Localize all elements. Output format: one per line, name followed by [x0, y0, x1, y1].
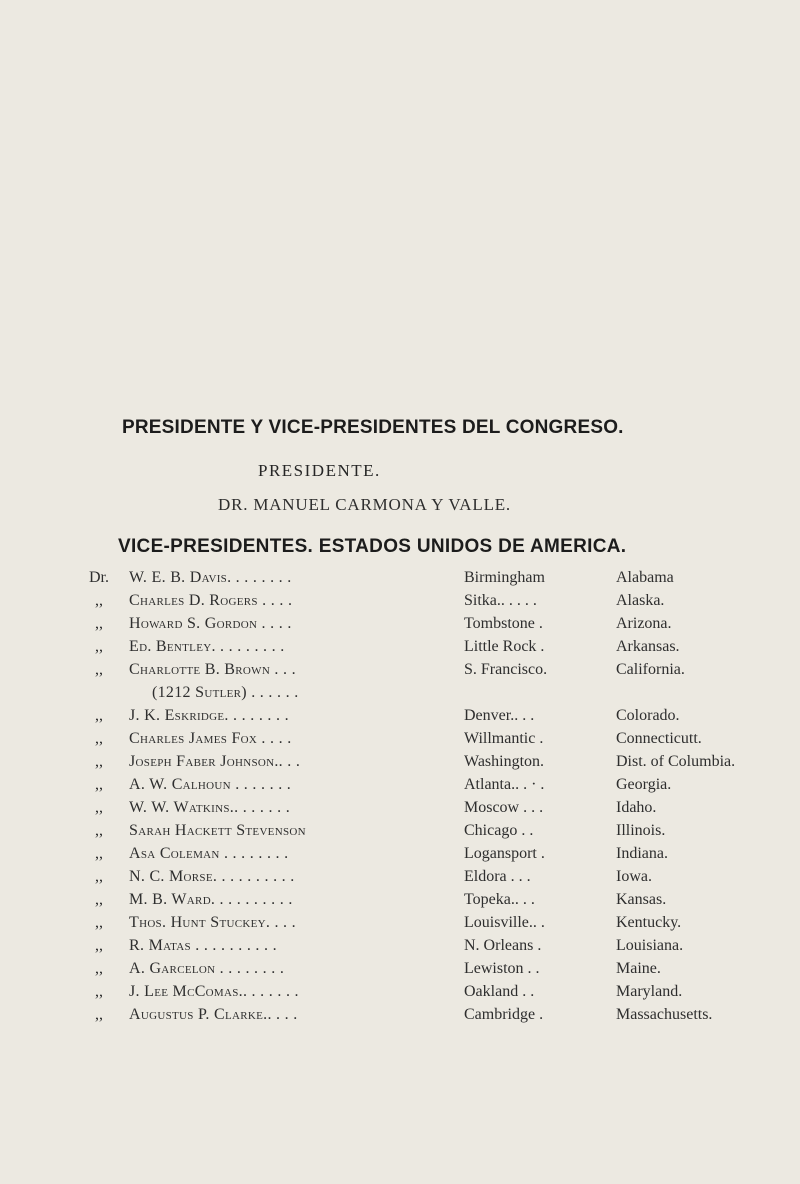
state: Arizona. [616, 615, 672, 632]
list-item [0, 589, 800, 612]
state: Kentucky. [616, 914, 682, 931]
city: S. Francisco. [464, 661, 548, 678]
page-title: PRESIDENTE Y VICE-PRESIDENTES DEL CONGRESO. [122, 417, 624, 438]
state: Connecticutt. [616, 730, 702, 747]
person-name: R. Matas . . . . . . . . . . [129, 937, 277, 954]
row-prefix: ,, [95, 960, 103, 977]
city: Chicago . . [464, 822, 534, 839]
vice-presidents-header: VICE-PRESIDENTES. ESTADOS UNIDOS DE AMERICA. [118, 536, 627, 557]
person-name: N. C. Morse. . . . . . . . . . [129, 868, 295, 885]
person-name: Asa Coleman . . . . . . . . [129, 845, 289, 862]
state: Alaska. [616, 592, 665, 609]
state: Indiana. [616, 845, 668, 862]
state: Alabama [616, 569, 674, 586]
list-item [0, 681, 800, 704]
row-prefix: ,, [95, 730, 103, 747]
row-prefix: ,, [95, 753, 103, 770]
state: Iowa. [616, 868, 652, 885]
person-name: W. W. Watkins.. . . . . . . [129, 799, 291, 816]
list-item [0, 934, 800, 957]
list-item [0, 566, 800, 589]
person-name: J. Lee McComas.. . . . . . . [129, 983, 299, 1000]
list-item [0, 980, 800, 1003]
list-item [0, 796, 800, 819]
city: Eldora . . . [464, 868, 531, 885]
city: Washington. [464, 753, 545, 770]
list-item [0, 911, 800, 934]
city: Moscow . . . [464, 799, 544, 816]
state: Louisiana. [616, 937, 684, 954]
row-prefix: ,, [95, 845, 103, 862]
list-item [0, 635, 800, 658]
city: Atlanta.. . · . [464, 776, 545, 793]
state: Arkansas. [616, 638, 680, 655]
list-item [0, 842, 800, 865]
city: Birmingham [464, 569, 545, 586]
person-name: Sarah Hackett Stevenson [129, 822, 306, 839]
person-name: A. W. Calhoun . . . . . . . [129, 776, 292, 793]
row-prefix: ,, [95, 661, 103, 678]
vice-presidents-list [0, 566, 800, 1026]
person-name: Joseph Faber Johnson.. . . [129, 753, 301, 770]
city: N. Orleans . [464, 937, 542, 954]
president-name: DR. MANUEL CARMONA Y VALLE. [218, 495, 511, 514]
list-item [0, 727, 800, 750]
city: Topeka.. . . [464, 891, 535, 908]
row-prefix: ,, [95, 799, 103, 816]
state: Kansas. [616, 891, 667, 908]
person-name: Charlotte B. Brown . . . [129, 661, 296, 678]
state: Maine. [616, 960, 661, 977]
state: Colorado. [616, 707, 680, 724]
person-name: Thos. Hunt Stuckey. . . . [129, 914, 296, 931]
city: Tombstone . [464, 615, 543, 632]
row-prefix: ,, [95, 592, 103, 609]
city: Oakland . . [464, 983, 535, 1000]
person-name: Augustus P. Clarke.. . . . [129, 1006, 298, 1023]
row-prefix: ,, [95, 937, 103, 954]
list-item [0, 658, 800, 681]
row-prefix: ,, [95, 707, 103, 724]
list-item [0, 773, 800, 796]
list-item [0, 704, 800, 727]
person-name: W. E. B. Davis. . . . . . . . [129, 569, 292, 586]
president-label: PRESIDENTE. [258, 461, 381, 480]
row-prefix: ,, [95, 868, 103, 885]
city: Louisville.. . [464, 914, 545, 931]
list-item [0, 888, 800, 911]
person-name: A. Garcelon . . . . . . . . [129, 960, 285, 977]
state: Georgia. [616, 776, 672, 793]
row-prefix: ,, [95, 983, 103, 1000]
row-prefix: ,, [95, 1006, 103, 1023]
person-name: M. B. Ward. . . . . . . . . . [129, 891, 293, 908]
row-prefix: Dr. [89, 569, 109, 586]
person-name: Howard S. Gordon . . . . [129, 615, 292, 632]
list-item [0, 865, 800, 888]
person-name: Charles D. Rogers . . . . [129, 592, 293, 609]
city: Cambridge . [464, 1006, 544, 1023]
list-item [0, 957, 800, 980]
person-name: (1212 Sutler) . . . . . . [152, 684, 299, 701]
state: California. [616, 661, 685, 678]
row-prefix: ,, [95, 914, 103, 931]
row-prefix: ,, [95, 638, 103, 655]
city: Denver.. . . [464, 707, 535, 724]
list-item [0, 750, 800, 773]
person-name: Charles James Fox . . . . [129, 730, 292, 747]
state: Illinois. [616, 822, 666, 839]
city: Willmantic . [464, 730, 544, 747]
list-item [0, 819, 800, 842]
person-name: Ed. Bentley. . . . . . . . . [129, 638, 285, 655]
state: Maryland. [616, 983, 683, 1000]
list-item [0, 1003, 800, 1026]
city: Sitka.. . . . . [464, 592, 537, 609]
city: Lewiston . . [464, 960, 540, 977]
row-prefix: ,, [95, 776, 103, 793]
state: Massachusetts. [616, 1006, 713, 1023]
row-prefix: ,, [95, 891, 103, 908]
list-item [0, 612, 800, 635]
row-prefix: ,, [95, 615, 103, 632]
state: Dist. of Columbia. [616, 753, 736, 770]
row-prefix: ,, [95, 822, 103, 839]
state: Idaho. [616, 799, 657, 816]
city: Little Rock . [464, 638, 545, 655]
city: Logansport . [464, 845, 545, 862]
person-name: J. K. Eskridge. . . . . . . . [129, 707, 289, 724]
